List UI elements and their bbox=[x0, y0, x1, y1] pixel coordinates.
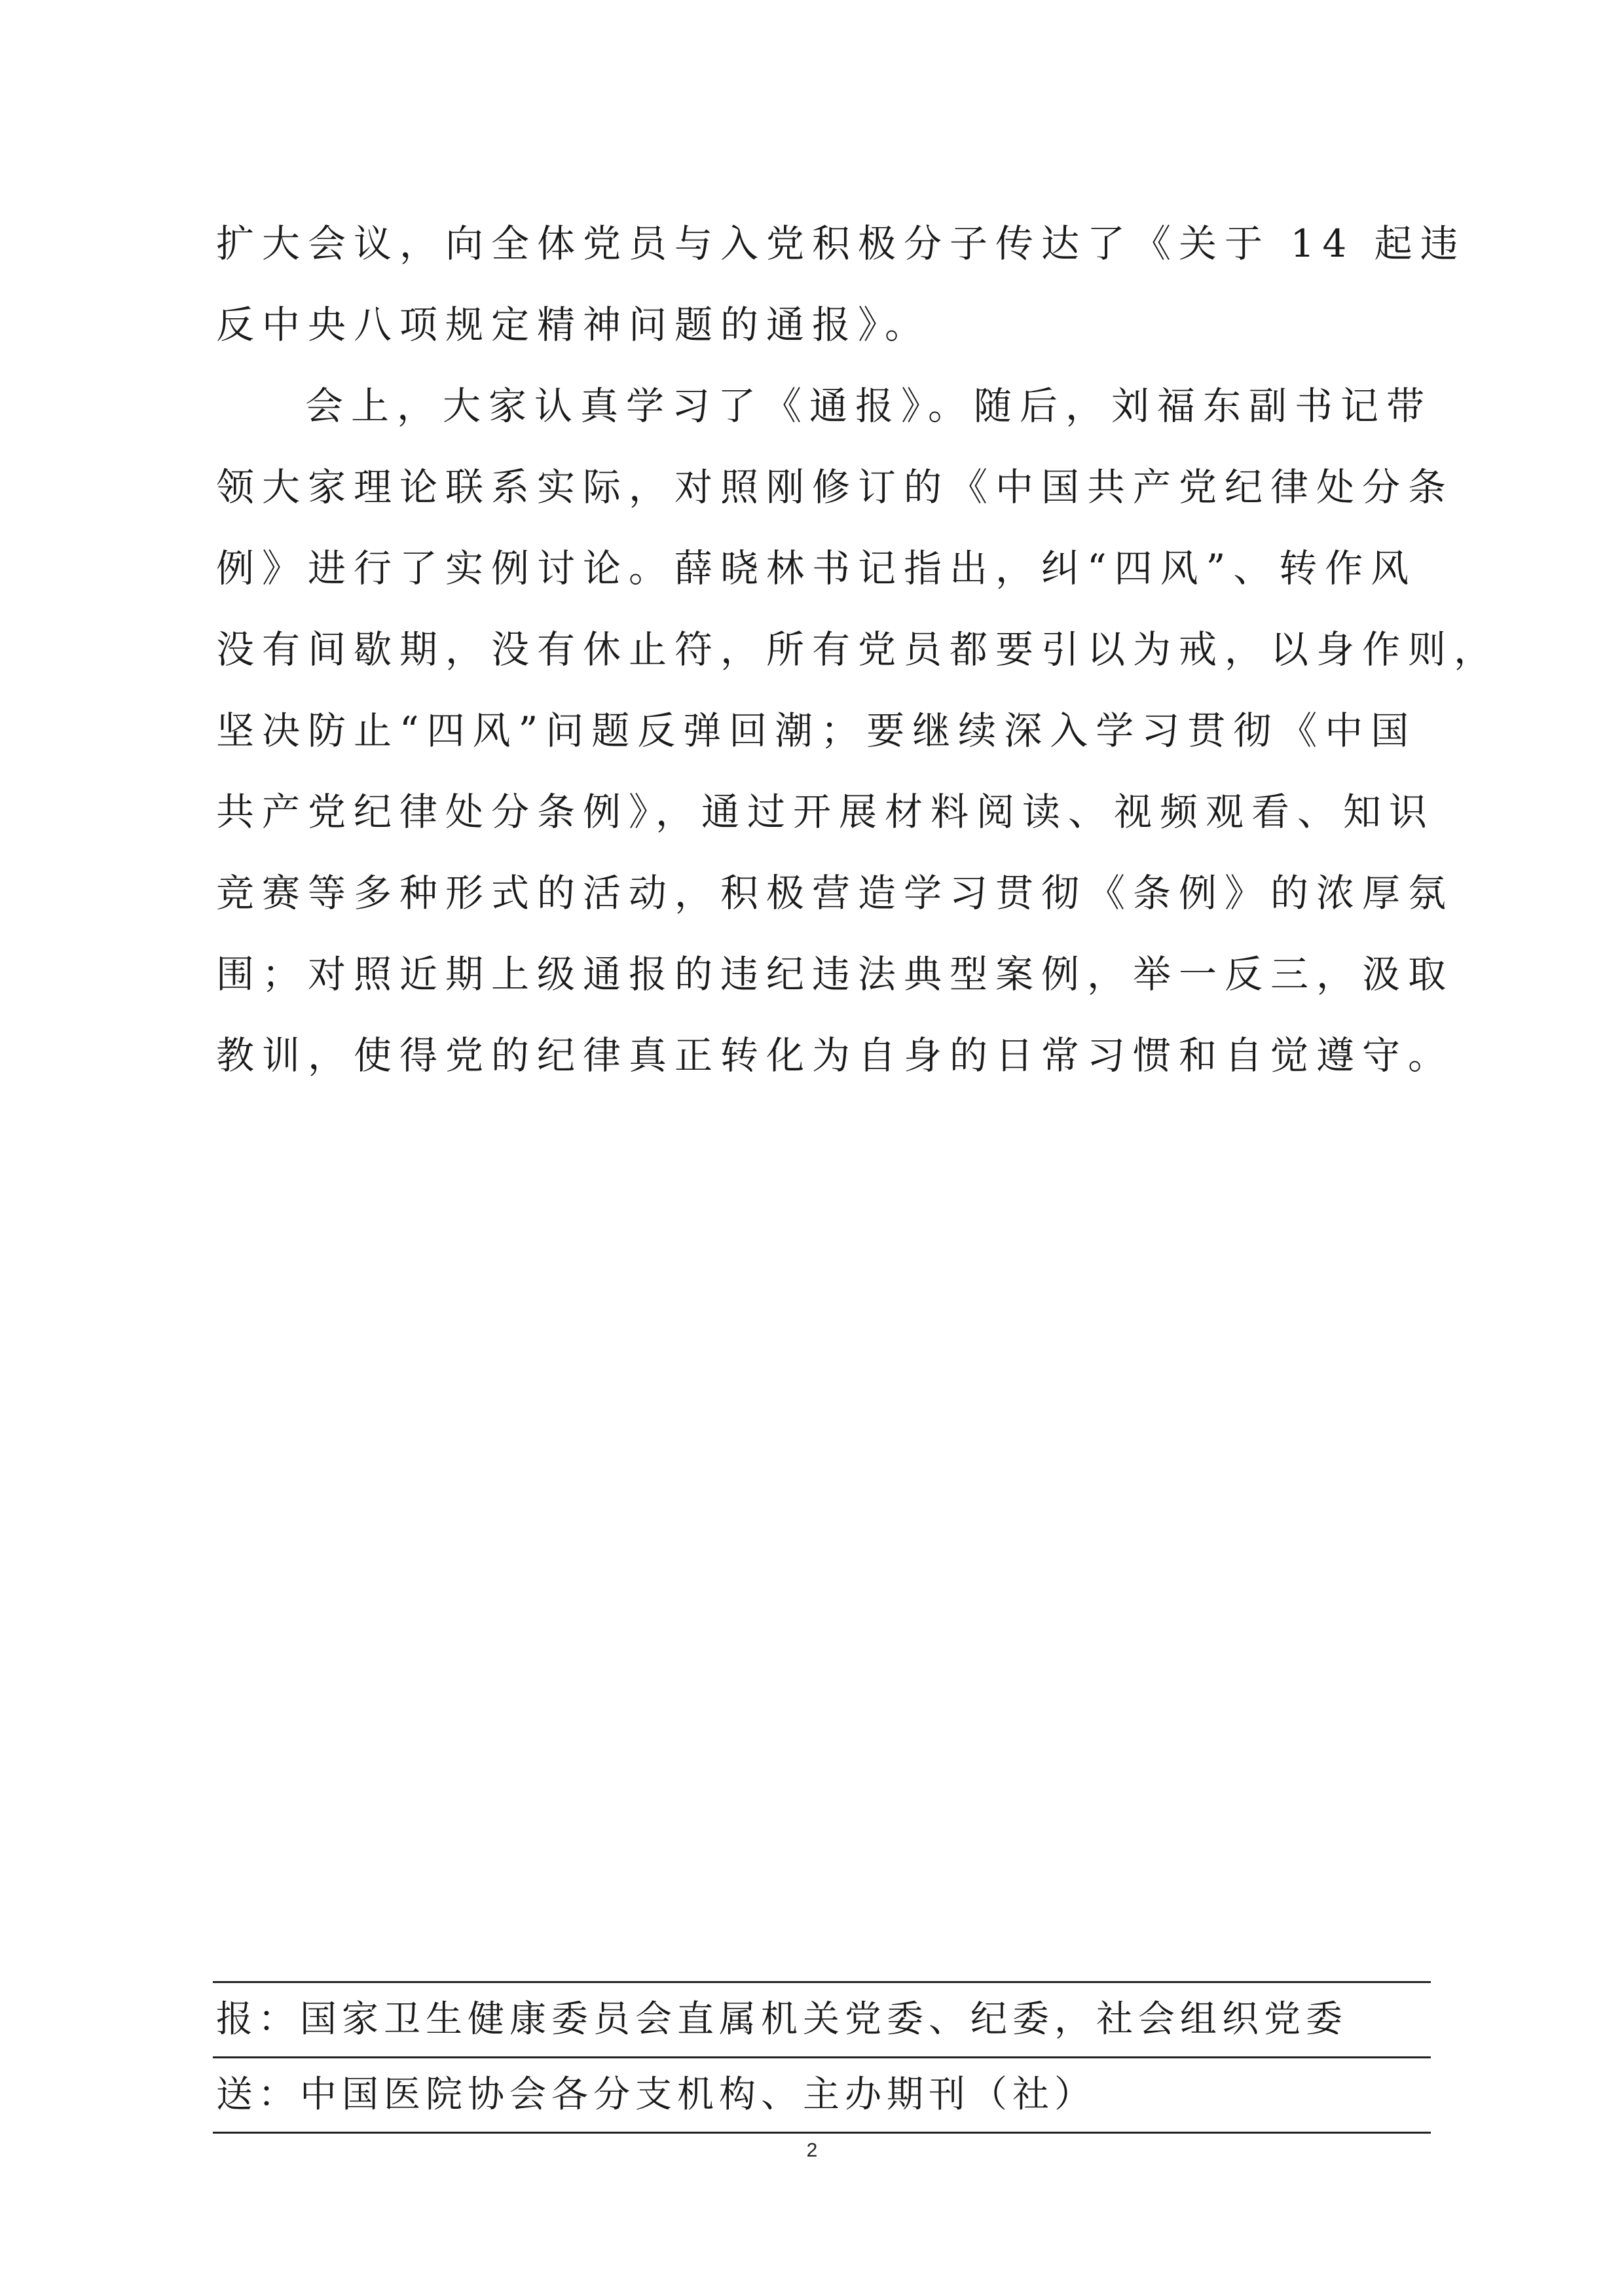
body-line: 领大家理论联系实际，对照刚修订的《中国共产党纪律处分条 bbox=[216, 465, 1454, 509]
send-to-line: 送：中国医院协会各分支机构、主办期刊（社） bbox=[216, 2073, 1096, 2116]
body-line: 围；对照近期上级通报的违纪违法典型案例，举一反三，汲取 bbox=[216, 952, 1454, 996]
paragraph-start-line: 会上，大家认真学习了《通报》。随后，刘福东副书记带 bbox=[305, 384, 1433, 428]
page-number: 2 bbox=[806, 2140, 818, 2161]
body-line: 没有间歇期，没有休止符，所有党员都要引以为戒，以身作则， bbox=[216, 627, 1500, 672]
body-line: 反中央八项规定精神问题的通报》。 bbox=[216, 302, 931, 347]
body-line: 扩大会议，向全体党员与入党积极分子传达了《关于 14 起违 bbox=[216, 221, 1466, 266]
body-line: 坚决防止“四风”问题反弹回潮；要继续深入学习贯彻《中国 bbox=[216, 708, 1417, 753]
body-line: 竞赛等多种形式的活动，积极营造学习贯彻《条例》的浓厚氛 bbox=[216, 871, 1454, 915]
report-to-line: 报：国家卫生健康委员会直属机关党委、纪委，社会组织党委 bbox=[216, 1998, 1348, 2041]
footer-bottom-rule bbox=[213, 2132, 1431, 2134]
body-line: 例》进行了实例讨论。薛晓林书记指出，纠“四风”、转作风 bbox=[216, 546, 1417, 591]
body-line: 教训，使得党的纪律真正转化为自身的日常习惯和自觉遵守。 bbox=[216, 1033, 1454, 1078]
distribution-footer bbox=[213, 1981, 1431, 2134]
body-line: 共产党纪律处分条例》，通过开展材料阅读、视频观看、知识 bbox=[216, 790, 1435, 834]
body-text bbox=[216, 203, 1500, 1096]
